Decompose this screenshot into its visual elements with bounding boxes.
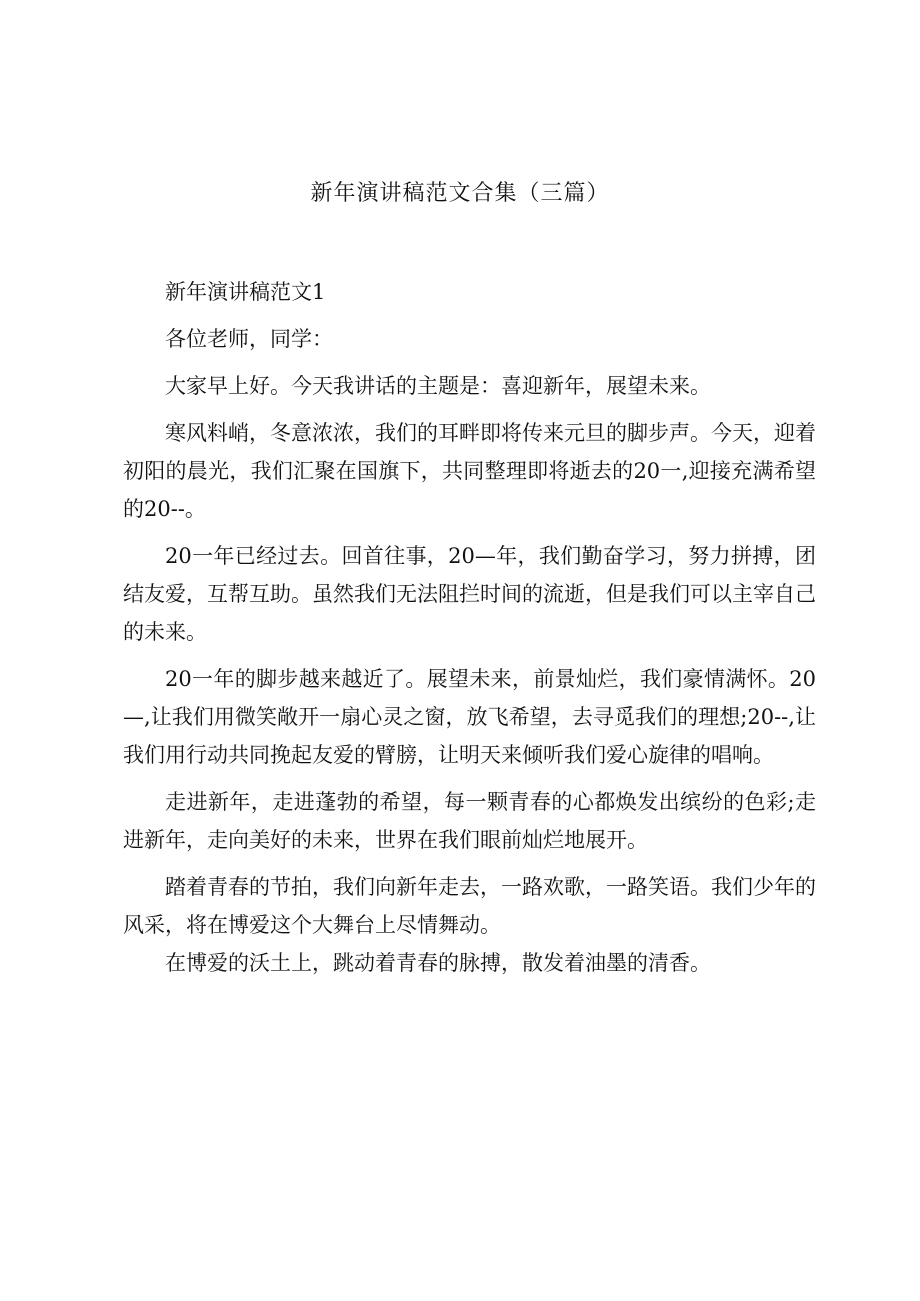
paragraph: 踏着青春的节拍，我们向新年走去，一路欢歌，一路笑语。我们少年的风采，将在博爱这个大舞台上尽情舞动。 [123,875,816,937]
paragraph: 20一年已经过去。回首往事，20—年，我们勤奋学习，努力拼搏，团结友爱，互帮互助。虽然我们无法阻拦时间的流逝，但是我们可以主宰自己的未来。 [123,544,816,644]
document-body [123,273,816,991]
paragraph: 在博爱的沃土上，跳动着青春的脉搏，散发着油墨的清香。 [165,951,711,975]
section-heading: 新年演讲稿范文1 [165,280,326,304]
paragraph: 走进新年，走进蓬勃的希望，每一颗青春的心都焕发出缤纷的色彩;走进新年，走向美好的未来，世界在我们眼前灿烂地展开。 [123,790,816,852]
document-title: 新年演讲稿范文合集（三篇） [310,181,610,206]
paragraph: 大家早上好。今天我讲话的主题是：喜迎新年，展望未来。 [165,374,711,398]
salutation: 各位老师，同学： [165,327,333,351]
paragraph: 寒风料峭，冬意浓浓，我们的耳畔即将传来元旦的脚步声。今天，迎着初阳的晨光，我们汇聚在国旗下，共同整理即将逝去的20一,迎接充满希望的20--。 [123,421,816,521]
paragraph: 20一年的脚步越来越近了。展望未来，前景灿烂，我们豪情满怀。20—,让我们用微笑敞开一扇心灵之窗，放飞希望，去寻觅我们的理想;20--,让我们用行动共同挽起友爱的臂膀，让明天来倾听我们爱心旋律的唱响。 [123,667,816,767]
